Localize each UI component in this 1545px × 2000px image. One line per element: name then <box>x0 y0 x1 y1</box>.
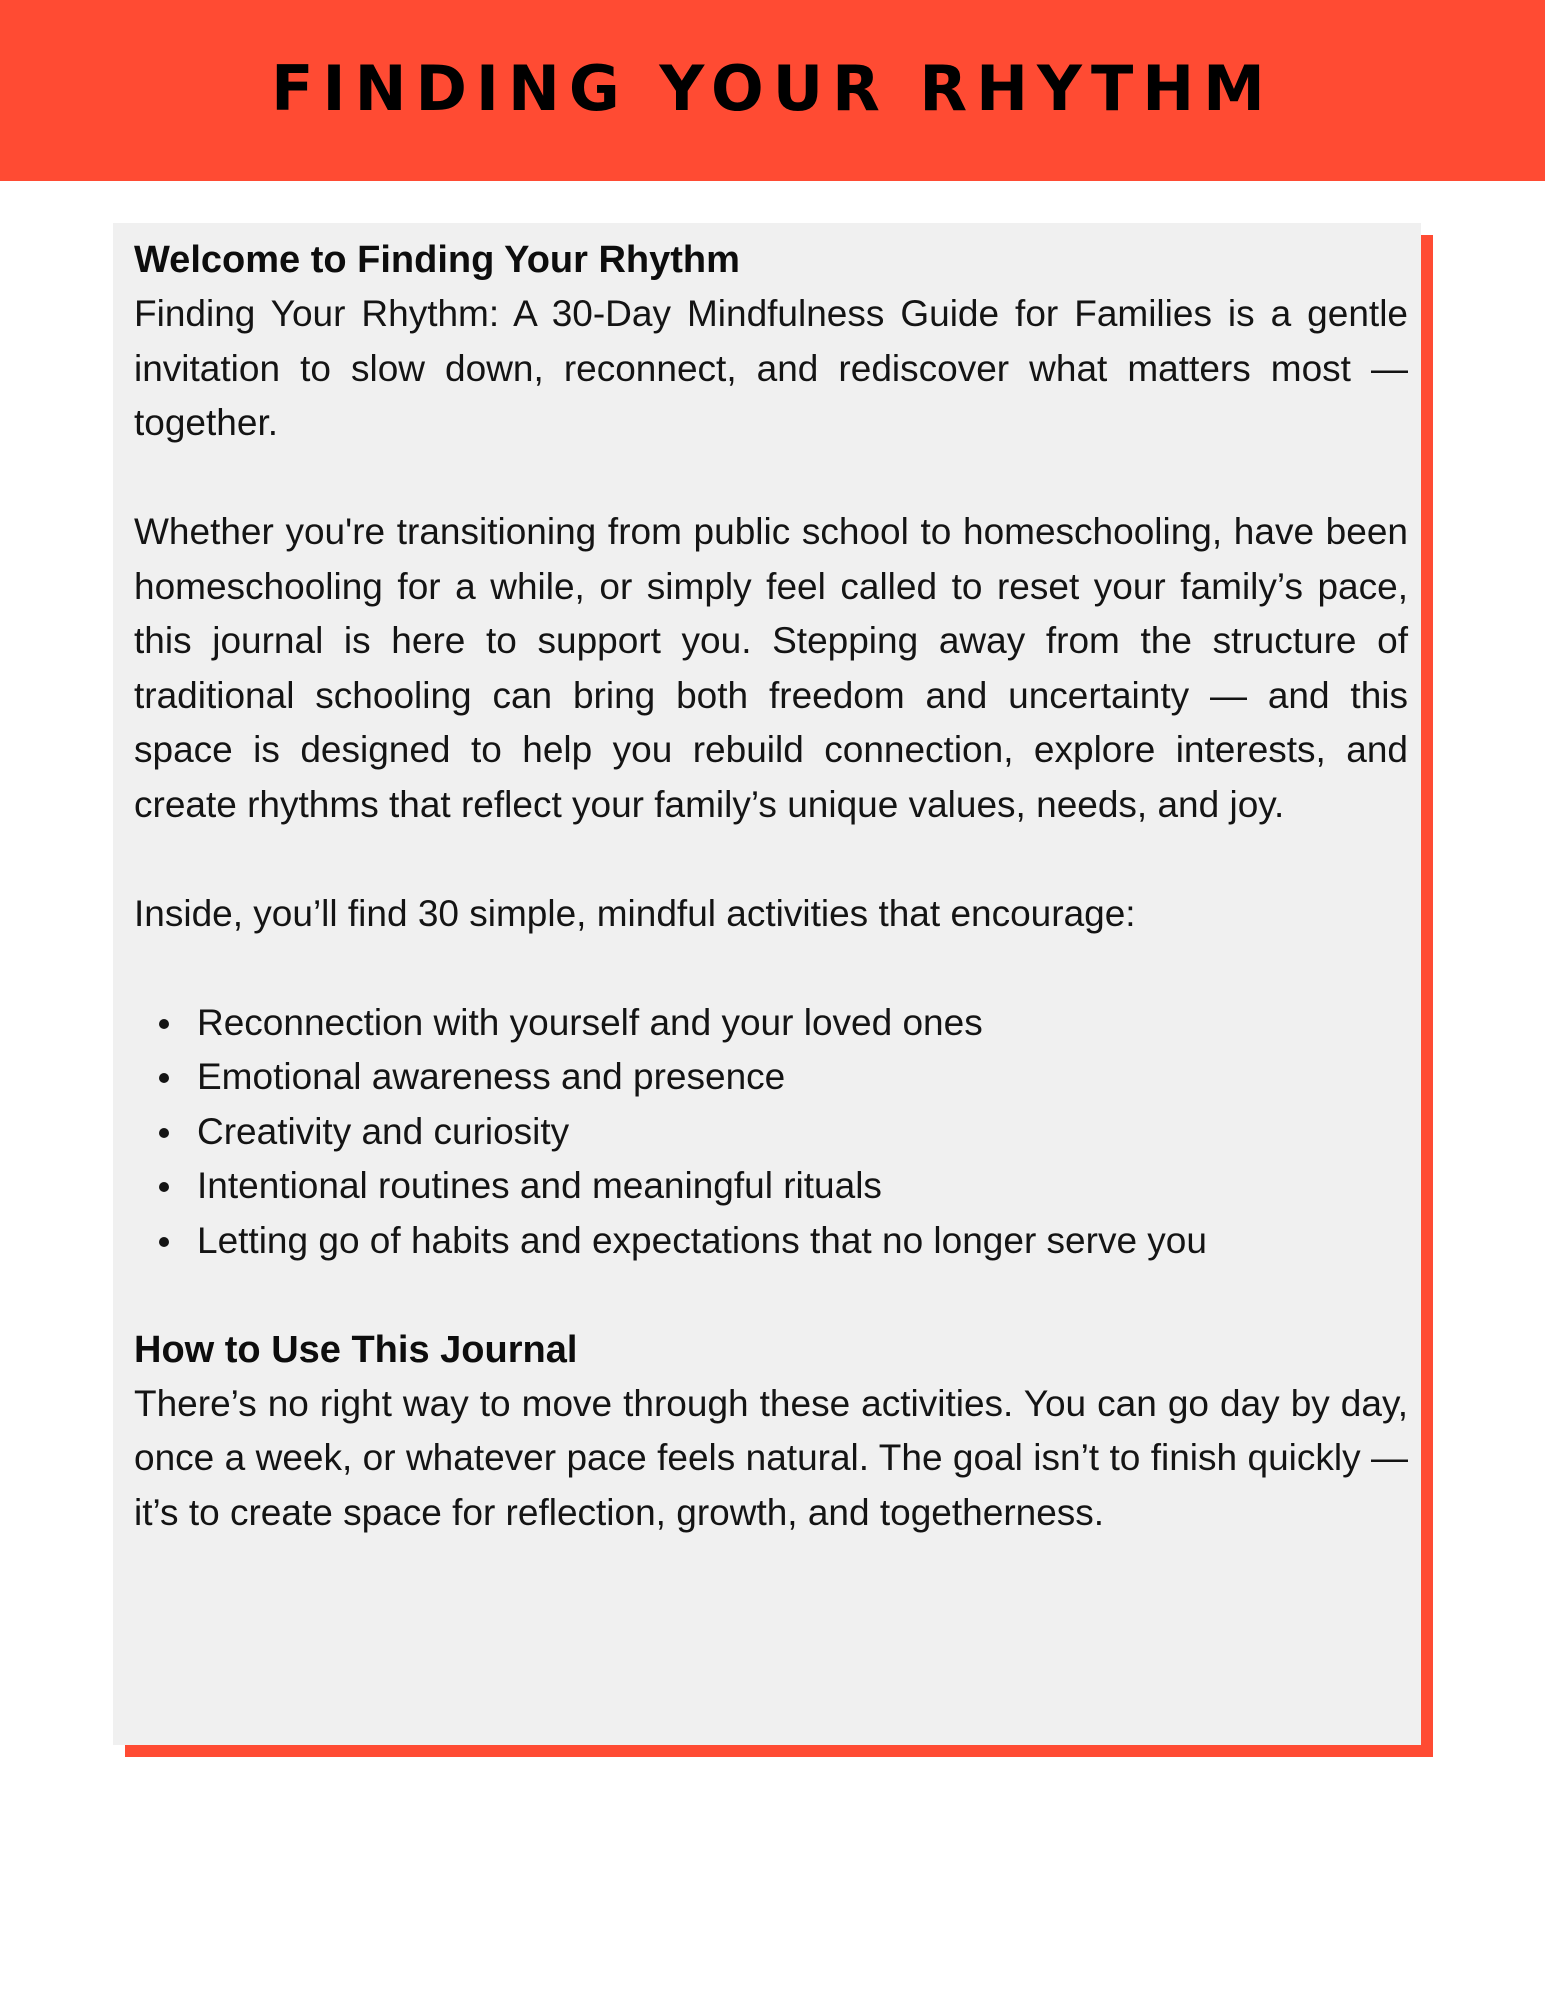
bullet-icon <box>159 1073 169 1083</box>
activities-intro: Inside, you’ll find 30 simple, mindful activities that encourage: <box>134 892 1136 934</box>
list-item-text: Letting go of habits and expectations that no longer serve you <box>197 1219 1207 1261</box>
list-item <box>197 1105 1408 1160</box>
list-item <box>197 1159 1408 1214</box>
list-item-text: Emotional awareness and presence <box>197 1056 786 1097</box>
paragraph-spacer <box>134 832 1408 887</box>
welcome-intro-paragraph: Finding Your Rhythm: A 30-Day Mindfulness Guide for Families is a gentle invitation to slow down, reconnect, and rediscover what matters most — together. <box>134 293 1408 443</box>
page-title: FINDING YOUR RHYTHM <box>271 52 1274 125</box>
list-item <box>197 1214 1408 1269</box>
how-to-heading: How to Use This Journal <box>134 1328 578 1371</box>
bullet-icon <box>159 1128 169 1138</box>
list-item <box>197 1050 1408 1105</box>
list-item-text: Creativity and curiosity <box>197 1110 570 1152</box>
activities-list <box>134 996 1408 1269</box>
welcome-body-paragraph: Whether you're transitioning from public school to homeschooling, have been homeschooling for a while, or simply feel called to reset your family’s pace, this journal is here to support you. Stepping away from the structure of traditional schooling can bring both freedom and uncertainty — and this space is designed to help you rebuild connection, explore interests, and create rhythms that reflect your family’s unique values, needs, and joy. <box>134 511 1408 825</box>
welcome-heading: Welcome to Finding Your Rhythm <box>134 239 740 281</box>
page-header <box>0 0 1545 181</box>
paragraph-spacer <box>134 1268 1408 1323</box>
paragraph-spacer <box>134 941 1408 996</box>
how-to-body-paragraph: There’s no right way to move through these activities. You can go day by day, once a week, or whatever pace feels natural. The goal isn’t to finish quickly — it’s to create space for reflection, growth, and togetherness. <box>134 1382 1408 1533</box>
bullet-icon <box>159 1182 169 1192</box>
list-item-text: Intentional routines and meaningful rituals <box>197 1165 882 1206</box>
list-item-text: Reconnection with yourself and your loved ones <box>197 1001 983 1043</box>
list-item <box>197 996 1408 1051</box>
paragraph-spacer <box>134 451 1408 506</box>
bullet-icon <box>159 1019 169 1029</box>
content-card <box>113 223 1421 1745</box>
bullet-icon <box>159 1237 169 1247</box>
